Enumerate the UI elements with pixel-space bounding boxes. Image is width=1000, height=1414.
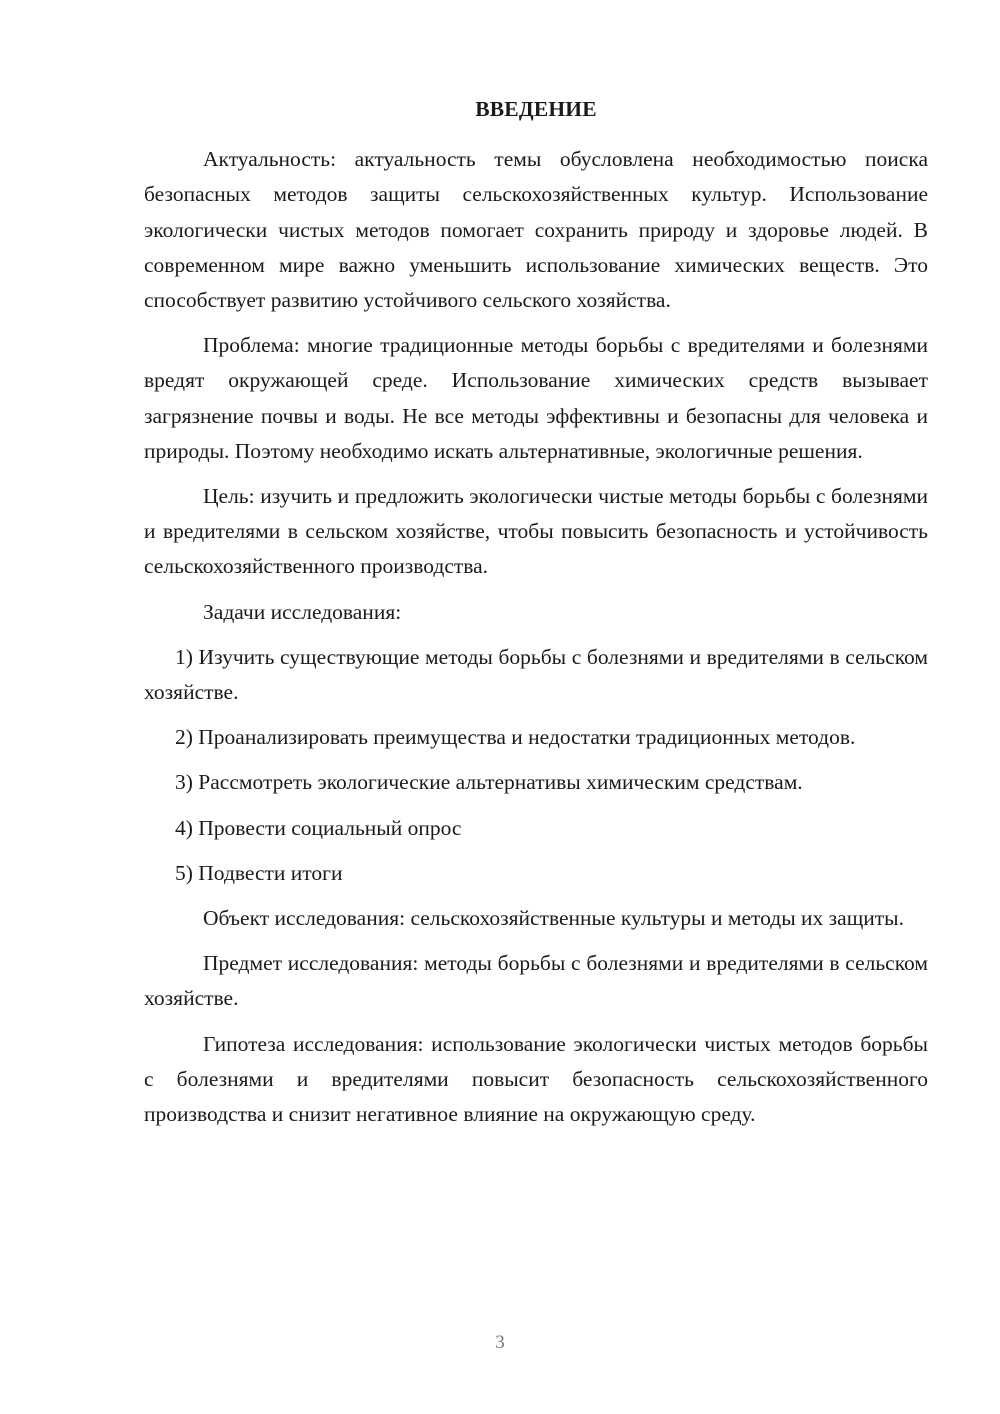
task-item-1: 1) Изучить существующие методы борьбы с болезнями и вредителями в сельском хозяйстве. bbox=[144, 644, 928, 705]
task-item-4: 4) Провести социальный опрос bbox=[175, 815, 462, 840]
task-item-3: 3) Рассмотреть экологические альтернативы химическим средствам. bbox=[175, 770, 803, 795]
page-title: ВВЕДЕНИЕ bbox=[475, 97, 597, 121]
paragraph-hypothesis: Гипотеза исследования: использование экологически чистых методов борьбы с болезнями и вредителями повысит безопасность сельскохозяйственного производства и снизит негативное влияние на окружающую среду. bbox=[144, 1031, 928, 1127]
task-item-5: 5) Подвести итоги bbox=[175, 860, 343, 885]
paragraph-object: Объект исследования: сельскохозяйственные культуры и методы их защиты. bbox=[203, 906, 904, 931]
page-number: 3 bbox=[495, 1332, 505, 1353]
paragraph-relevance: Актуальность: актуальность темы обусловлена необходимостью поиска безопасных методов защиты сельскохозяйственных культур. Использование экологически чистых методов помогает сохранить природу и здоровье людей. В современном мире важно уменьшить использование химических веществ. Это способствует развитию устойчивого сельского хозяйства. bbox=[144, 147, 928, 313]
paragraph-tasks-heading: Задачи исследования: bbox=[203, 599, 402, 624]
paragraph-subject: Предмет исследования: методы борьбы с болезнями и вредителями в сельском хозяйстве. bbox=[144, 951, 928, 1011]
paragraph-problem: Проблема: многие традиционные методы борьбы с вредителями и болезнями вредят окружающей среде. Использование химических средств вызывает загрязнение почвы и воды. Не все методы эффективны и безопасны для человека и природы. Поэтому необходимо искать альтернативные, экологичные решения. bbox=[144, 333, 928, 463]
task-item-2: 2) Проанализировать преимущества и недостатки традиционных методов. bbox=[175, 725, 856, 750]
document-page bbox=[144, 92, 928, 1142]
paragraph-goal: Цель: изучить и предложить экологически чистые методы борьбы с болезнями и вредителями в сельском хозяйстве, чтобы повысить безопасность и устойчивость сельскохозяйственного производства. bbox=[144, 484, 928, 579]
